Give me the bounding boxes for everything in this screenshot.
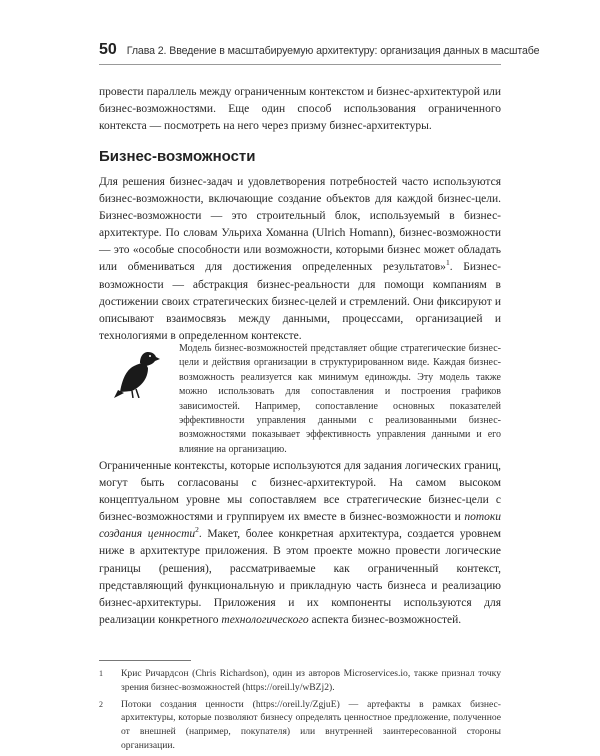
note-text: Модель бизнес-возможностей представляет общие стратегические бизнес-цели и действия организации в структурированном виде. Каждая бизнес-возможность реализуется как минимум единожды. Эту модель также можно использовать для сопоставления и построения графиков зависимостей. Например, сопоставление основных показателей эффективности управления данными с реализованными бизнес-возможностями показывает эффективность управления данными и его влияние на организацию. <box>179 343 501 455</box>
footnotes <box>99 667 501 756</box>
bounded-context-text <box>99 458 501 629</box>
bounded-context-text-a: Ограниченные контексты, которые используются для задания логических границ, могут быть согласованы с бизнес-архитектурой. На самом высоком концептуальном уровне мы сопоставляем все стратегические бизнес-цели с бизнес-возможностями и группируем их вместе в бизнес-возможности и <box>99 460 501 524</box>
section-title: Бизнес-возможности <box>99 148 256 165</box>
page-header <box>99 41 540 59</box>
footnote-text: Крис Ричардсон (Chris Richardson), один из авторов Microservices.io, также признал точку зрения бизнес-возможностей (https://oreil.ly/wBZj2). <box>121 668 501 693</box>
page-number: 50 <box>99 41 117 58</box>
footnote-text: Потоки создания ценности (https://oreil.ly/ZgjuE) — артефакты в рамках бизнес-архитектуры, которые позволяют бизнесу определять ценностное предложение, полученное от внешней (например, покупателя) или внутренней заинтересованной стороны организации. <box>121 698 501 751</box>
bounded-context-text-b: . Макет, более конкретная архитектура, создается уровнем ниже в архитектуре приложения. В этом проекте можно провести логические границы (решения), рассматриваемые как ограниченный контекст, представляющий функциональную и прикладную часть бизнеса и реализацию бизнес-архитектуры. Приложения и их компоненты используются для реализации конкретного <box>99 528 501 626</box>
capabilities-paragraph <box>99 174 501 345</box>
capabilities-text <box>99 174 501 345</box>
intro-paragraph <box>99 84 501 135</box>
header-divider <box>99 64 501 65</box>
capabilities-text-a: Для решения бизнес-задач и удовлетворения потребностей часто используются бизнес-возможности, включающие создание объектов для каждой бизнес-цели. Бизнес-возможности — это строительный блок, используемый в бизнес-архитектуре. По словам Ульриха Хоманна (Ulrich Homann), бизнес-возможности — это «особые способности или возможности, которыми бизнес может обладать или обмениваться для достижения определенных результатов» <box>99 176 501 274</box>
bounded-context-text-c: аспекта бизнес-возможностей. <box>308 613 462 626</box>
capabilities-text-b: . Бизнес-возможности — абстракция бизнес-реальности для помощи компаниям в достижении своих стратегических бизнес-целей и стремлений. Они фиксируют и описывают взаимосвязь между данными, процессами, организацией и технологиями в определенном контексте. <box>99 261 502 342</box>
footnote-2 <box>99 698 501 753</box>
value-streams-term: потоки создания ценности <box>99 511 501 541</box>
footnote-divider <box>99 660 191 661</box>
technological-term: технологического <box>221 613 309 626</box>
intro-text: провести параллель между ограниченным контекстом и бизнес-архитектурой или бизнес-возможностями. Еще один способ использования ограниченного контекста — посмотреть на него через призму бизнес-архитектуры. <box>99 86 501 133</box>
footnote-1 <box>99 667 501 695</box>
footnote-number: 1 <box>99 669 103 678</box>
running-head: Глава 2. Введение в масштабируемую архитектуру: организация данных в масштабе <box>126 45 540 57</box>
footnote-ref-2[interactable]: 2 <box>195 525 199 535</box>
bounded-context-paragraph <box>99 458 501 629</box>
footnote-ref-1[interactable]: 1 <box>445 258 450 268</box>
footnote-number: 2 <box>99 699 103 709</box>
raven-icon <box>112 346 160 398</box>
